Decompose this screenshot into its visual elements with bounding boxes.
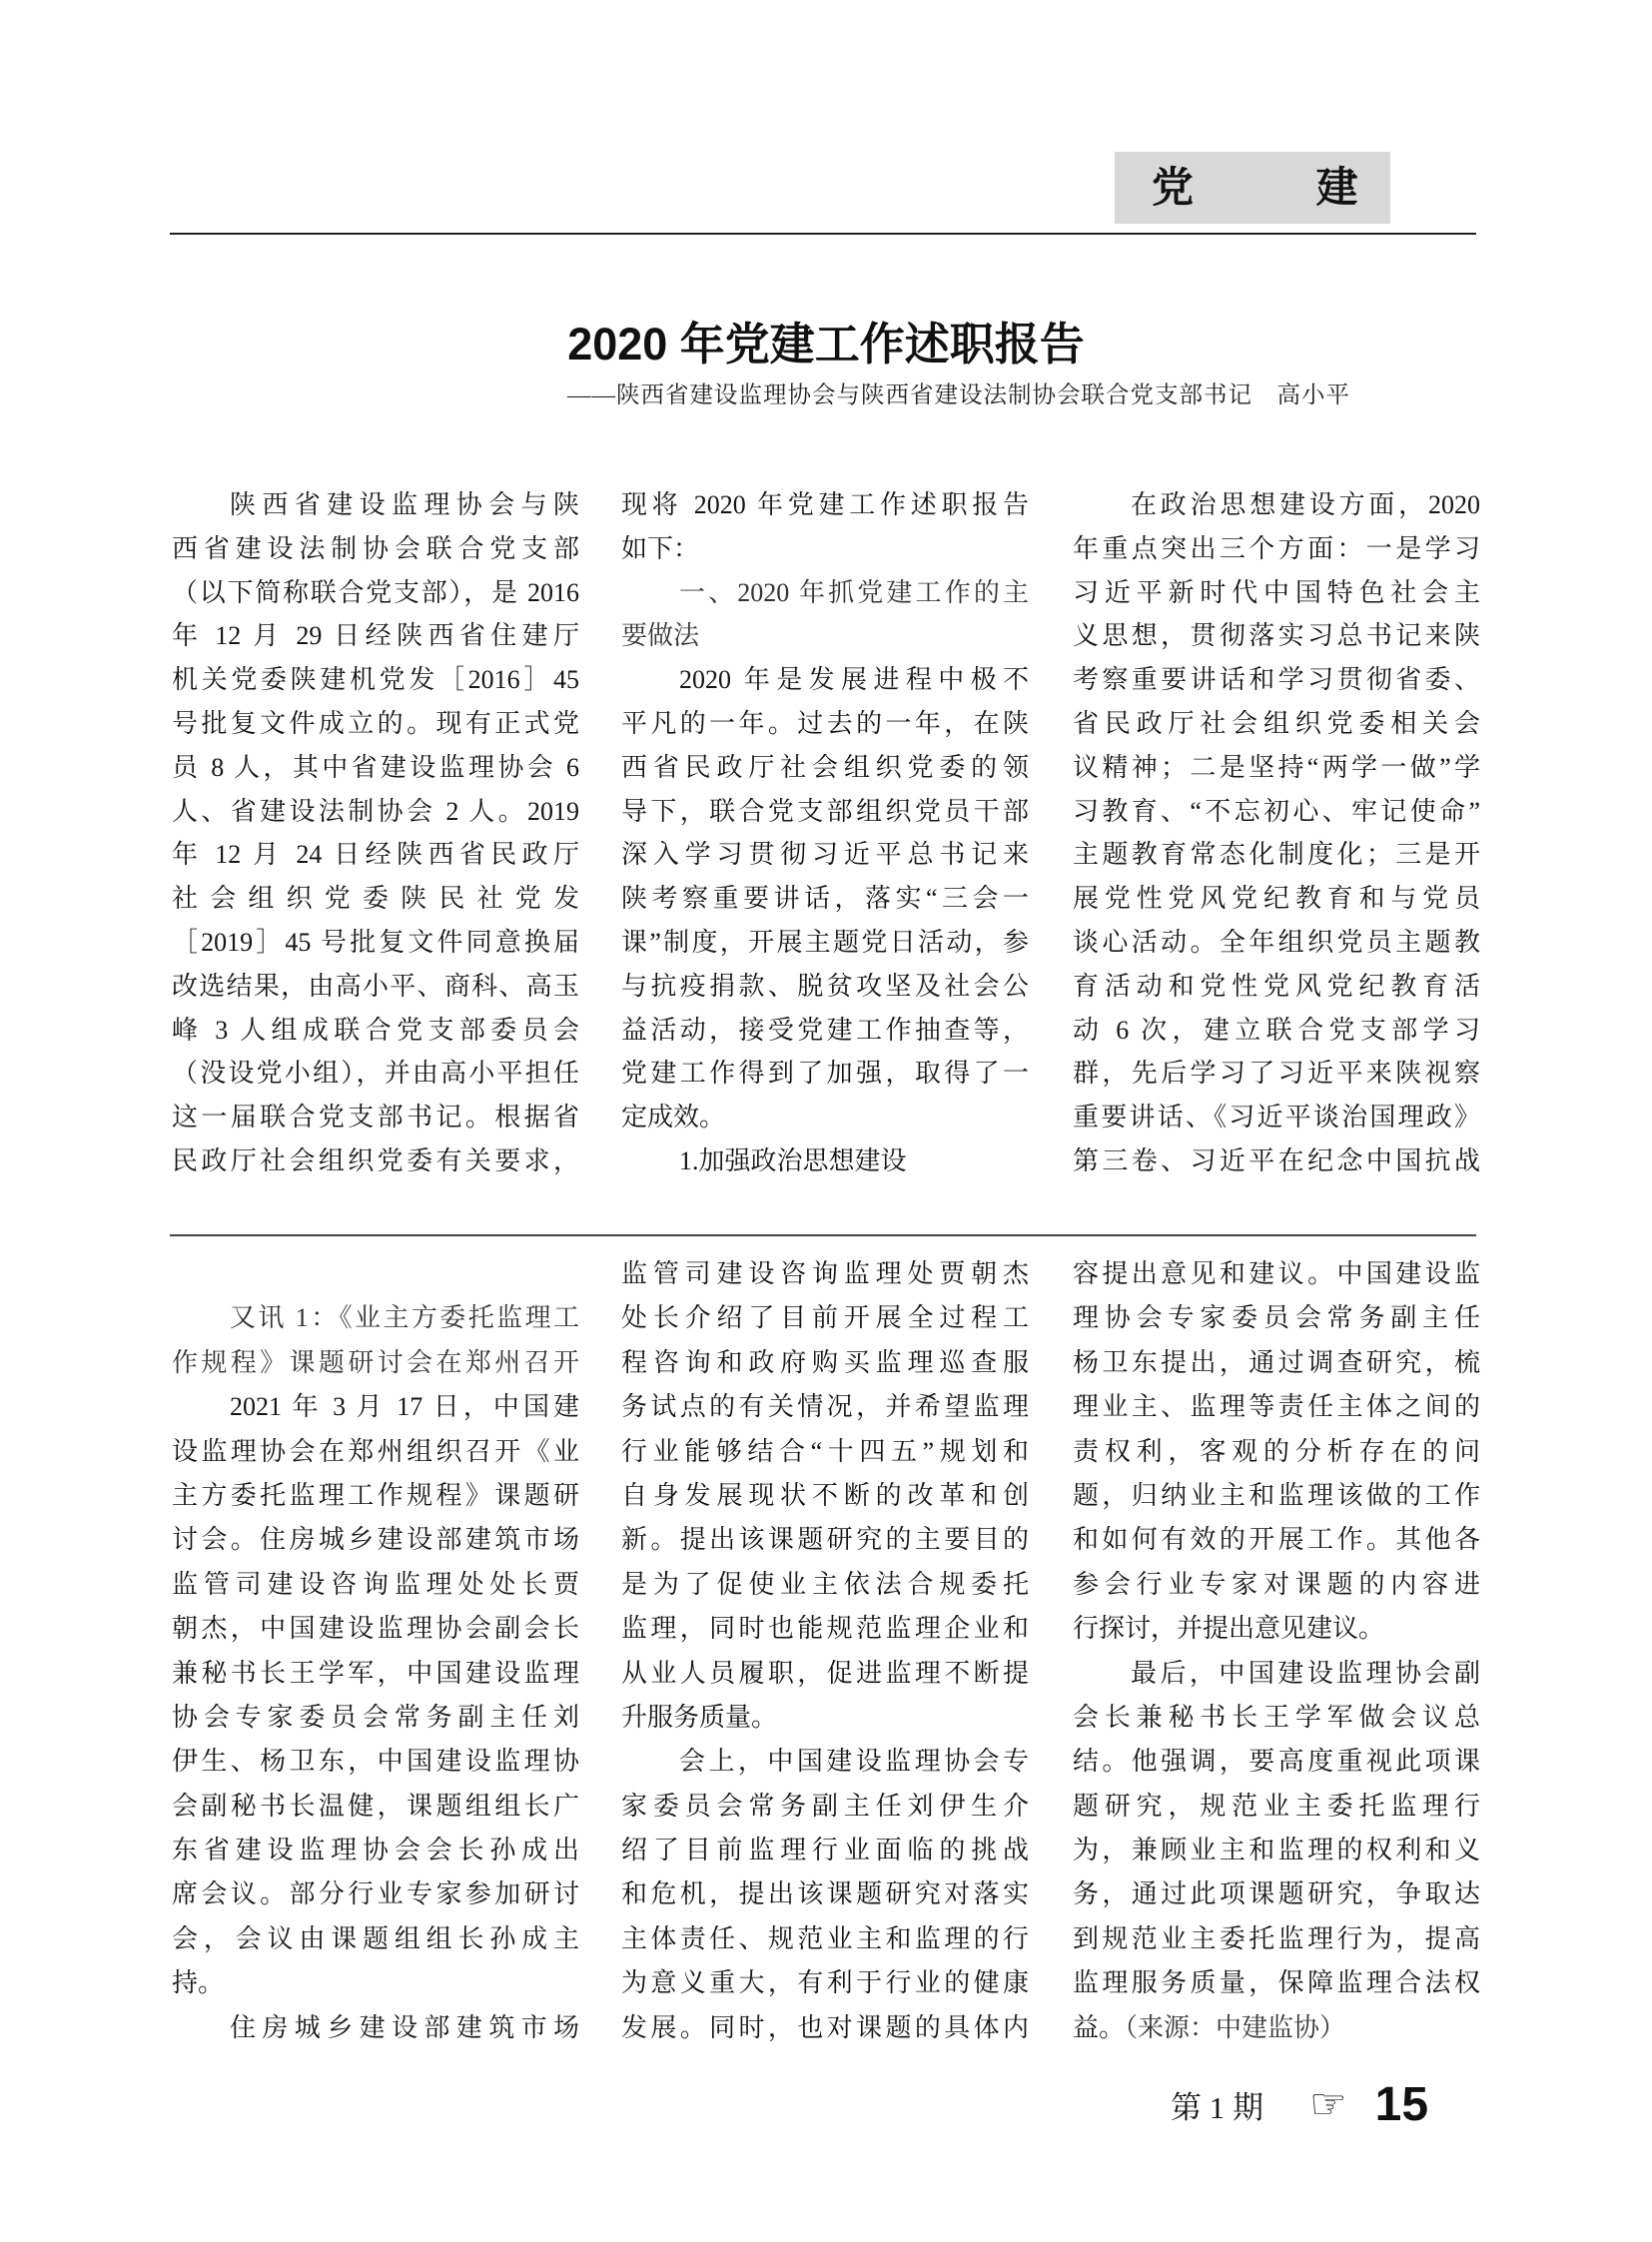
text-line: 年 12 月 24 日经陕西省民政厅 — [172, 840, 579, 870]
text-line: 家委员会常务副主任刘伊生介 — [621, 1791, 1029, 1821]
text-line: 习近平新时代中国特色社会主 — [1073, 577, 1480, 607]
text-line: 第三卷、习近平在纪念中国抗战 — [1073, 1145, 1480, 1175]
text-line: 协会专家委员会常务副主任刘 — [172, 1702, 579, 1732]
subheading-line: 一、2020 年抓党建工作的主 — [679, 577, 1029, 607]
text-line: 与抗疫捐款、脱贫攻坚及社会公 — [621, 971, 1029, 1001]
text-line: 主题教育常态化制度化；三是开 — [1073, 840, 1480, 870]
text-line: 平凡的一年。过去的一年，在陕 — [621, 708, 1029, 738]
text-line: 兼秘书长王学军，中国建设监理 — [172, 1658, 579, 1688]
text-line: 这一届联合党支部书记。根据省 — [172, 1103, 579, 1132]
text-line: 义思想，贯彻落实习总书记来陕 — [1073, 621, 1480, 651]
text-line: 会长兼秘书长王学军做会议总 — [1073, 1702, 1480, 1732]
text-line: 动 6 次，建立联合党支部学习 — [1073, 1015, 1480, 1045]
article-byline: ——陕西省建设监理协会与陕西省建设法制协会联合党支部书记 高小平 — [567, 382, 1350, 408]
pointing-hand-icon: ☞ — [1309, 2079, 1347, 2128]
text-line: 结。他强调，要高度重视此项课 — [1073, 1747, 1480, 1777]
text-line: 监管司建设咨询监理处处长贾 — [172, 1569, 579, 1599]
text-line: 席会议。部分行业专家参加研讨 — [172, 1879, 579, 1909]
text-line: 现将 2020 年党建工作述职报告 — [621, 490, 1029, 519]
text-line: 和危机，提出该课题研究对落实 — [621, 1879, 1029, 1909]
text-line: 朝杰，中国建设监理协会副会长 — [172, 1614, 579, 1644]
text-line: 在政治思想建设方面，2020 — [1131, 490, 1480, 519]
text-line: 持。 — [172, 1968, 225, 1998]
text-line: 务试点的有关情况，并希望监理 — [621, 1392, 1029, 1422]
text-line: 和如何有效的开展工作。其他各 — [1073, 1525, 1480, 1555]
text-line: 省民政厅社会组织党委相关会 — [1073, 708, 1480, 738]
header-rule — [170, 233, 1476, 235]
text-line: 设监理协会在郑州组织召开《业 — [172, 1436, 579, 1466]
text-line: 年 12 月 29 日经陕西省住建厅 — [172, 621, 579, 651]
text-line: 课”制度，开展主题党日活动，参 — [621, 927, 1029, 957]
text-line: 如下： — [621, 533, 700, 563]
text-line: 杨卫东提出，通过调查研究，梳 — [1073, 1347, 1480, 1377]
subheading-line: 要做法 — [621, 621, 700, 651]
text-line: 新。提出该课题研究的主要目的 — [621, 1525, 1029, 1555]
text-line: 务，通过此项课题研究，争取达 — [1073, 1879, 1480, 1909]
news-column-2 — [621, 1252, 1029, 2050]
text-line: 党建工作得到了加强，取得了一 — [621, 1059, 1029, 1089]
text-line: 自身发展现状不断的改革和创 — [621, 1480, 1029, 1510]
page-number: 15 — [1374, 2077, 1429, 2131]
text-line: 题研究，规范业主委托监理行 — [1073, 1791, 1480, 1821]
text-line: 会上，中国建设监理协会专 — [679, 1747, 1029, 1777]
text-line: 育活动和党性党风党纪教育活 — [1073, 971, 1480, 1001]
text-line: 议精神；二是坚持“两学一做”学 — [1073, 752, 1480, 782]
text-line-end: 益。 — [1073, 2012, 1126, 2042]
text-line: 西省建设法制协会联合党支部 — [172, 533, 579, 563]
text-line: 改选结果，由高小平、商科、高玉 — [172, 971, 579, 1001]
text-line: 绍了目前监理行业面临的挑战 — [621, 1836, 1029, 1866]
text-line: 责权利，客观的分析存在的问 — [1073, 1436, 1480, 1466]
text-line: 会副秘书长温健，课题组组长广 — [172, 1791, 579, 1821]
text-line: 升服务质量。 — [621, 1702, 778, 1732]
report-column-2 — [621, 483, 1029, 1183]
text-line: 行探讨，并提出意见建议。 — [1073, 1614, 1385, 1644]
text-line: 监理服务质量，保障监理合法权 — [1073, 1968, 1480, 1998]
text-line: 最后，中国建设监理协会副 — [1131, 1658, 1480, 1688]
news-heading-line: 又讯 1：《业主方委托监理工 — [230, 1303, 579, 1333]
text-line: 人、省建设法制协会 2 人。2019 — [172, 796, 579, 826]
text-line: 益活动，接受党建工作抽查等， — [621, 1015, 1029, 1045]
text-line: 主方委托监理工作规程》课题研 — [172, 1480, 579, 1510]
text-line: 容提出意见和建议。中国建设监 — [1073, 1259, 1480, 1288]
text-line: 住房城乡建设部建筑市场 — [230, 2012, 579, 2042]
text-line: 讨会。住房城乡建设部建筑市场 — [172, 1525, 579, 1555]
article-title: 2020 年党建工作述职报告 — [567, 319, 1085, 370]
text-line: 民政厅社会组织党委有关要求， — [172, 1145, 579, 1175]
text-line: 2020 年是发展进程中极不 — [679, 665, 1029, 695]
text-line: 监管司建设咨询监理处贾朝杰 — [621, 1259, 1029, 1288]
text-line: 参会行业专家对课题的内容进 — [1073, 1569, 1480, 1599]
text-line: 重要讲话、《习近平谈治国理政》 — [1073, 1103, 1480, 1132]
text-line: 题，归纳业主和监理该做的工作 — [1073, 1480, 1480, 1510]
text-line: 从业人员履职，促进监理不断提 — [621, 1658, 1029, 1688]
text-line — [1073, 2006, 1480, 2050]
text-line: 2021 年 3 月 17 日，中国建 — [230, 1392, 579, 1422]
text-line: 行业能够结合“十四五”规划和 — [621, 1436, 1029, 1466]
text-line: 程咨询和政府购买监理巡查服 — [621, 1347, 1029, 1377]
text-line: 是为了促使业主依法合规委托 — [621, 1569, 1029, 1599]
section-divider-rule — [170, 1234, 1476, 1236]
report-column-1 — [172, 483, 579, 1183]
news-column-3 — [1073, 1252, 1480, 2050]
text-line: 员 8 人，其中省建设监理协会 6 — [172, 752, 579, 782]
text-line: 会，会议由课题组组长孙成主 — [172, 1923, 579, 1953]
text-line: 发展。同时，也对课题的具体内 — [621, 2012, 1029, 2042]
text-line: 监理，同时也能规范监理企业和 — [621, 1614, 1029, 1644]
text-line: 习教育、“不忘初心、牢记使命” — [1073, 796, 1480, 826]
text-line: 理协会专家委员会常务副主任 — [1073, 1303, 1480, 1333]
text-line: 社会组织党委陕民社党发 — [172, 884, 579, 914]
text-line: ［2019］45 号批复文件同意换届 — [172, 927, 579, 957]
news-column-1 — [172, 1296, 579, 2050]
text-line: 理业主、监理等责任主体之间的 — [1073, 1392, 1480, 1422]
source-note: （来源：中建监协） — [1125, 2012, 1346, 2042]
text-line: （没设党小组），并由高小平担任 — [172, 1059, 579, 1089]
text-line: 定成效。 — [621, 1103, 726, 1132]
text-line: 为意义重大，有利于行业的健康 — [621, 1968, 1029, 1998]
section-heading-line: 1.加强政治思想建设 — [679, 1145, 907, 1175]
news-heading-line: 作规程》课题研讨会在郑州召开 — [172, 1347, 579, 1377]
issue-label: 第 1 期 — [1171, 2089, 1263, 2125]
text-line: 导下，联合党支部组织党员干部 — [621, 796, 1029, 826]
text-line: 深入学习贯彻习近平总书记来 — [621, 840, 1029, 870]
text-line: 主体责任、规范业主和监理的行 — [621, 1923, 1029, 1953]
text-line: 伊生、杨卫东，中国建设监理协 — [172, 1747, 579, 1777]
text-line: 群，先后学习了习近平来陕视察 — [1073, 1059, 1480, 1089]
page-footer — [1171, 2077, 1428, 2131]
text-line: 陕考察重要讲话，落实“三会一 — [621, 884, 1029, 914]
text-line: 机关党委陕建机党发［2016］45 — [172, 665, 579, 695]
text-line: 为，兼顾业主和监理的权利和义 — [1073, 1836, 1480, 1866]
text-line: 展党性党风党纪教育和与党员 — [1073, 884, 1480, 914]
text-line: 考察重要讲话和学习贯彻省委、 — [1073, 665, 1480, 695]
report-column-3 — [1073, 483, 1480, 1183]
section-tab-label: 党 建 — [1152, 164, 1358, 211]
text-line: 号批复文件成立的。现有正式党 — [172, 708, 579, 738]
text-line: 西省民政厅社会组织党委的领 — [621, 752, 1029, 782]
text-line: 年重点突出三个方面：一是学习 — [1073, 533, 1480, 563]
text-line: 东省建设监理协会会长孙成出 — [172, 1836, 579, 1866]
text-line: 峰 3 人组成联合党支部委员会 — [172, 1015, 579, 1045]
text-line: （以下简称联合党支部），是 2016 — [172, 577, 579, 607]
section-tab — [1115, 152, 1390, 224]
text-line: 处长介绍了目前开展全过程工 — [621, 1303, 1029, 1333]
text-line: 谈心活动。全年组织党员主题教 — [1073, 927, 1480, 957]
text-line: 陕西省建设监理协会与陕 — [230, 490, 579, 519]
text-line: 到规范业主委托监理行为，提高 — [1073, 1923, 1480, 1953]
